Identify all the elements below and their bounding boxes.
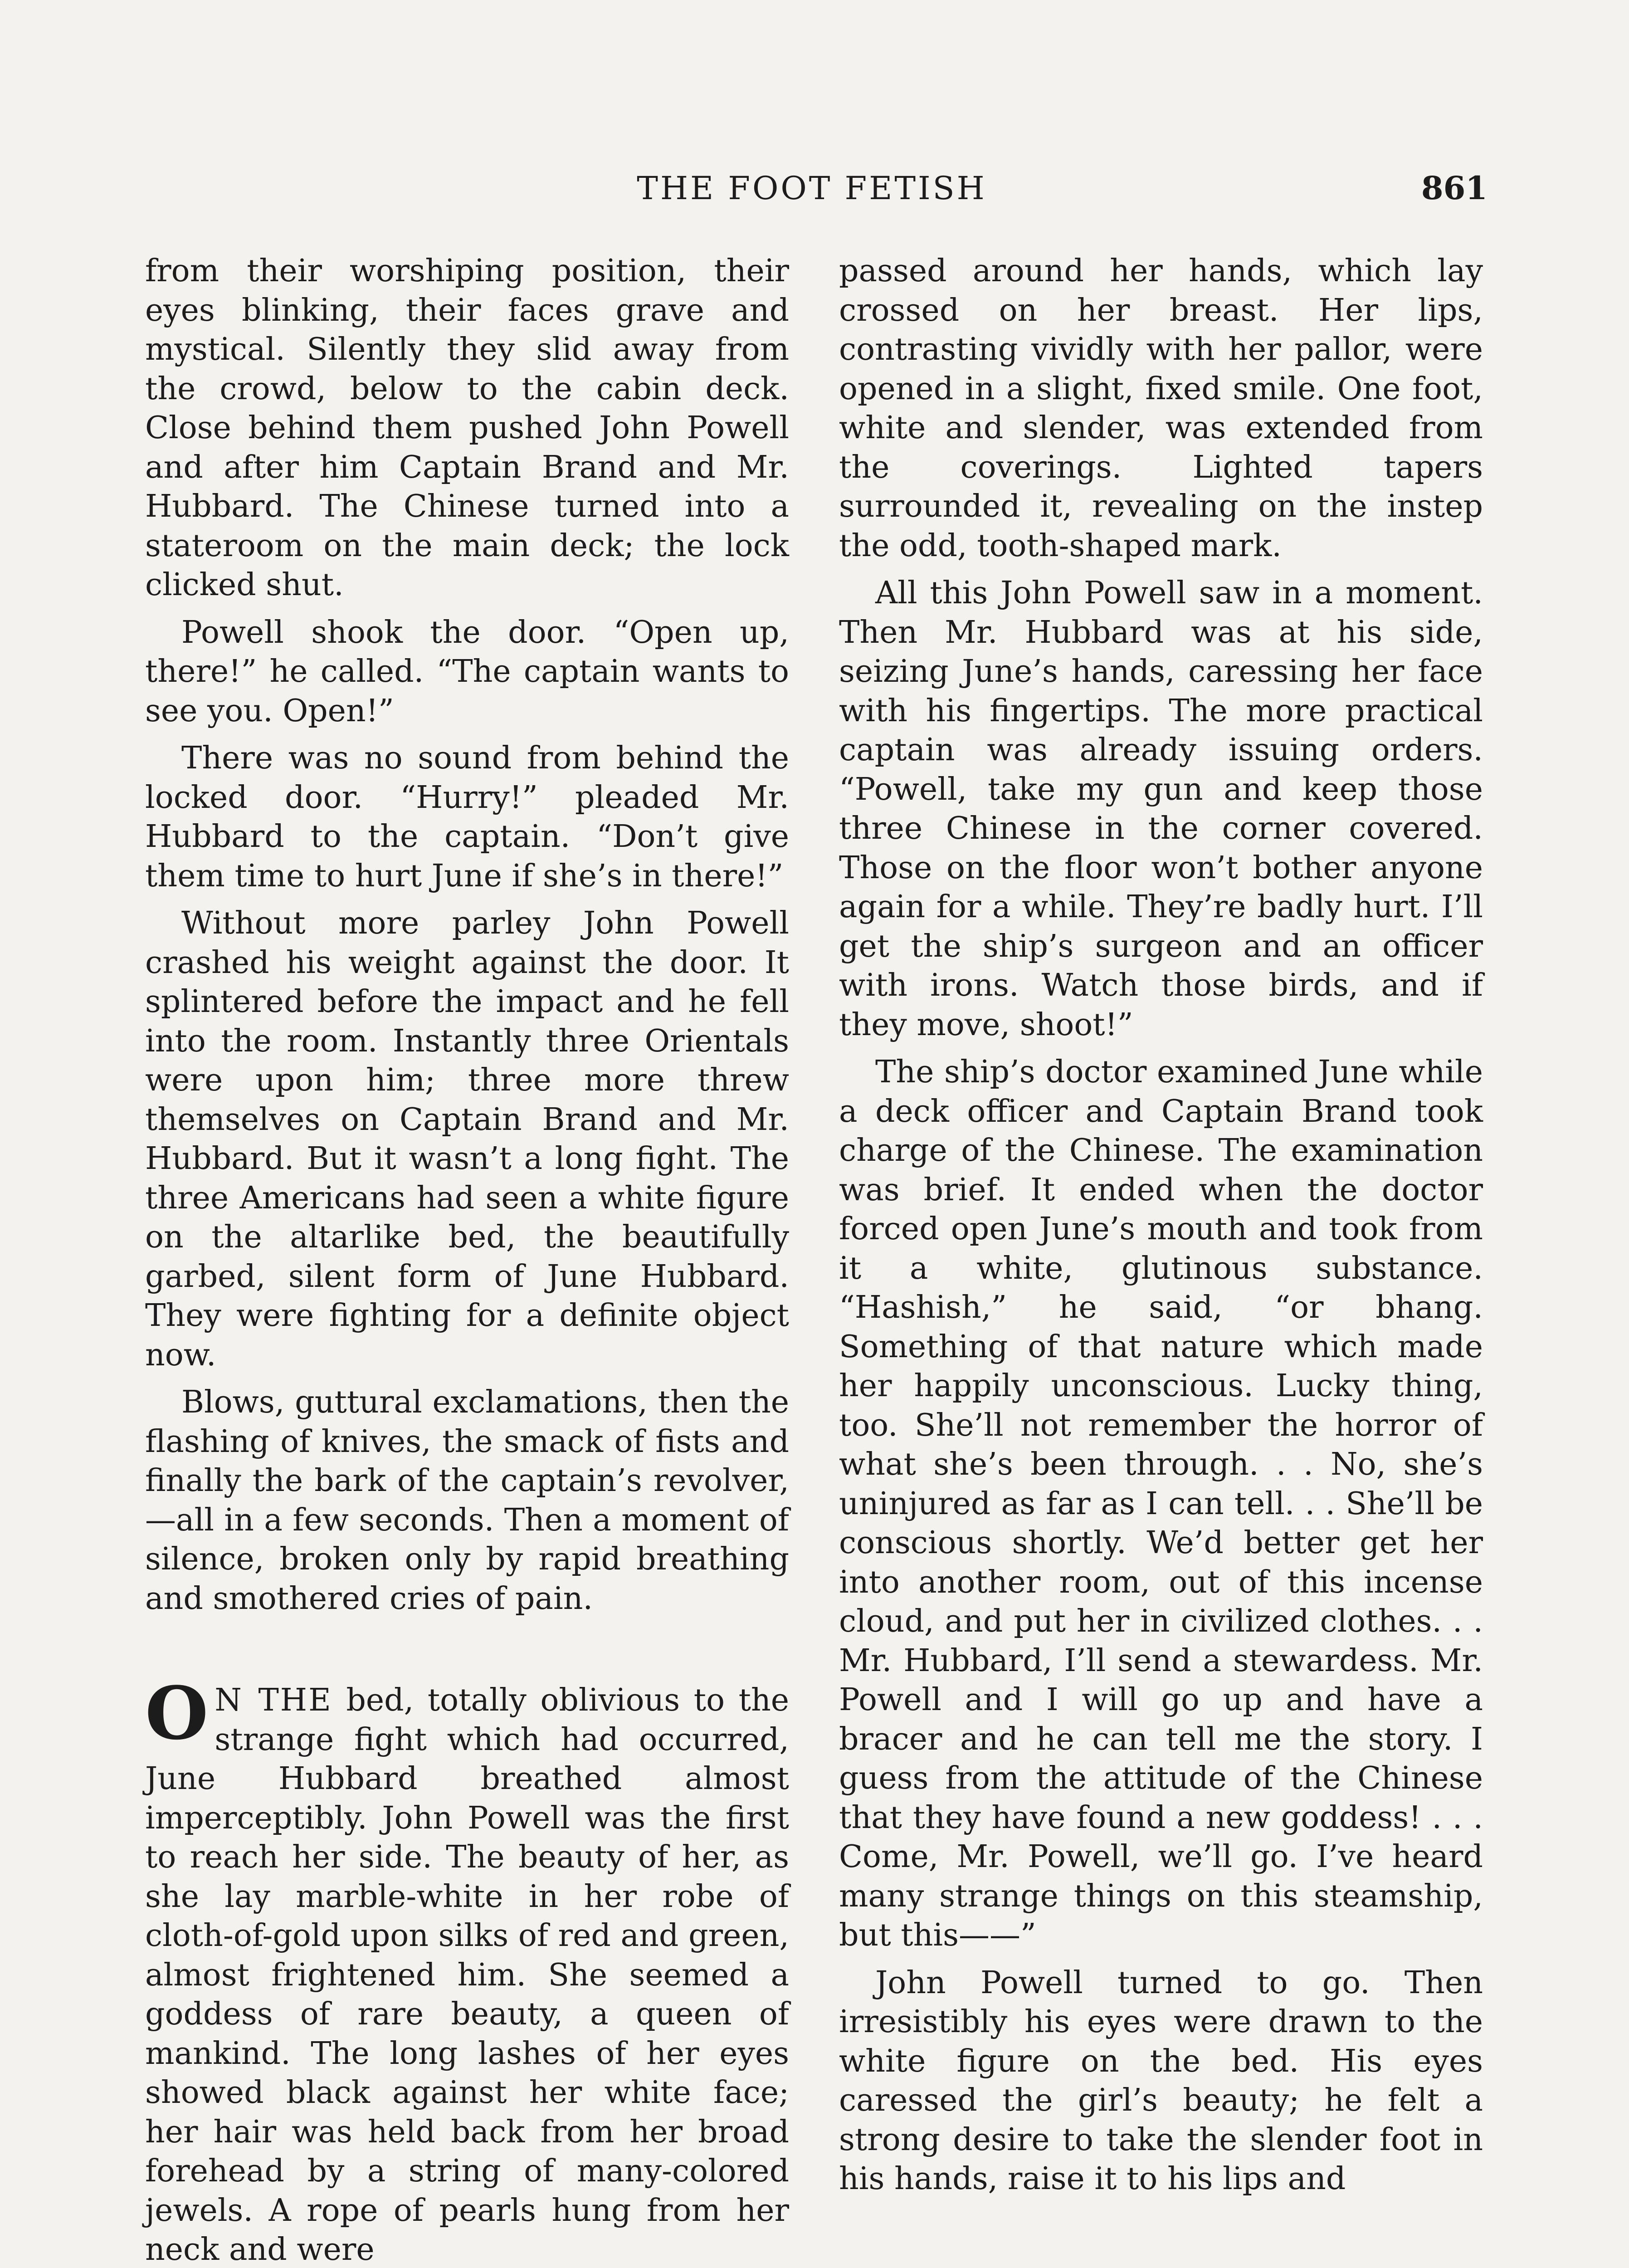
paragraph: Blows, guttural exclamations, then the flashing of knives, the smack of fists and finally the bark of the captain’s revolver,—all in a few seconds. Then a moment of silence, broken only by rapid breathing and smothered cries of pain. <box>145 1384 789 1617</box>
paragraph-text: bed, totally oblivious to the strange fight which had occurred, June Hubbard breathed almost imperceptibly. John Powell was the first to reach her side. The beauty of her, as she lay marble-white in her robe of cloth-of-gold upon silks of red and green, almost frightened him. She seemed a goddess of rare beauty, a queen of mankind. The long lashes of her eyes showed black against her white face; her hair was held back from her broad forehead by a string of many-colored jewels. A rope of pearls hung from her neck and were <box>145 1682 789 2268</box>
page-header <box>145 163 1488 218</box>
left-column <box>145 252 789 2268</box>
section-break <box>145 1627 789 1681</box>
paragraph: There was no sound from behind the locked door. “Hurry!” pleaded Mr. Hubbard to the captain. “Don’t give them time to hurt June if she’s in there!” <box>145 740 789 894</box>
page-number: 861 <box>1421 169 1488 207</box>
small-caps-lead: N THE <box>215 1682 332 1718</box>
paragraph: from their worshiping position, their eyes blinking, their faces grave and mystical. Silently they slid away from the crowd, below to the cabin deck. Close behind them pushed John Powell and after him Captain Brand and Mr. Hubbard. The Chinese turned into a stateroom on the main deck; the lock clicked shut. <box>145 253 789 603</box>
paragraph: The ship’s doctor examined June while a deck officer and Captain Brand took charge of the Chinese. The examination was brief. It ended when the doctor forced open June’s mouth and took from it a white, glutinous substance. “Hashish,” he said, “or bhang. Something of that nature which made her happily unconscious. Lucky thing, too. She’ll not remember the horror of what she’s been through. . . No, she’s uninjured as far as I can tell. . . She’ll be conscious shortly. We’d better get her into another room, out of this incense cloud, and put her in civilized clothes. . . Mr. Hubbard, I’ll send a stewardess. Mr. Powell and I will go up and have a bracer and he can tell me the story. I guess from the attitude of the Chinese that they have found a new goddess! . . . Come, Mr. Powell, we’ll go. I’ve heard many strange things on this steamship, but this——” <box>839 1054 1483 1953</box>
paragraph: All this John Powell saw in a moment. Then Mr. Hubbard was at his side, seizing June’s hands, caressing her face with his fingertips. The more practical captain was already issuing orders. “Powell, take my gun and keep those three Chinese in the corner covered. Those on the floor won’t bother anyone again for a while. They’re badly hurt. I’ll get the ship’s surgeon and an officer with irons. Watch those birds, and if they move, shoot!” <box>839 575 1483 1043</box>
right-column <box>839 252 1483 2207</box>
section-opening-paragraph <box>145 1671 789 2268</box>
paragraph: Without more parley John Powell crashed his weight against the door. It splintered before the impact and he fell into the room. Instantly three Orientals were upon him; three more threw themselves on Captain Brand and Mr. Hubbard. But it wasn’t a long fight. The three Americans had seen a white figure on the altarlike bed, the beautifully garbed, silent form of June Hubbard. They were fighting for a definite object now. <box>145 905 789 1373</box>
drop-cap: O <box>145 1671 209 1756</box>
paragraph: passed around her hands, which lay crossed on her breast. Her lips, contrasting vividly with her pallor, were opened in a slight, fixed smile. One foot, white and slender, was extended from the coverings. Lighted tapers surrounded it, revealing on the instep the odd, tooth-shaped mark. <box>839 253 1483 564</box>
running-title: THE FOOT FETISH <box>637 170 987 207</box>
paragraph: Powell shook the door. “Open up, there!” he called. “The captain wants to see you. Open!” <box>145 614 789 729</box>
paragraph: John Powell turned to go. Then irresistibly his eyes were drawn to the white figure on the bed. His eyes caressed the girl’s beauty; he felt a strong desire to take the slender foot in his hands, raise it to his lips and <box>839 1965 1483 2197</box>
